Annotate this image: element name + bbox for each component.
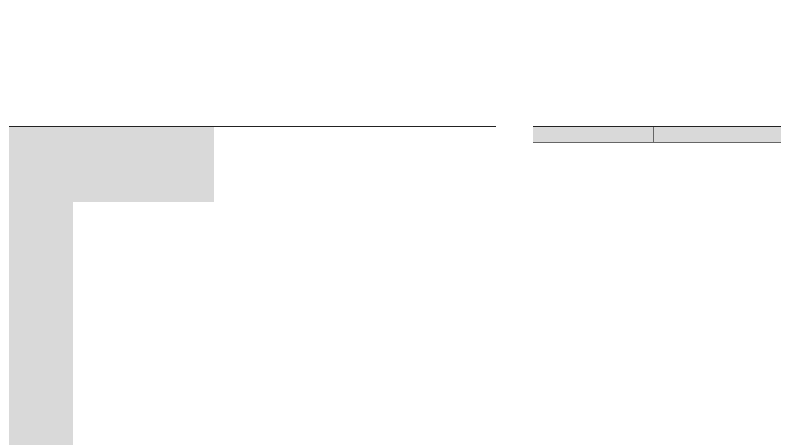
header-col-small (214, 127, 314, 202)
header-code (73, 127, 109, 202)
torque-col-thread (533, 127, 654, 142)
torque-col-value (654, 127, 781, 142)
header-thread (110, 127, 214, 202)
vacuum-port-table (9, 126, 496, 445)
torque-table (533, 126, 781, 143)
torque-header (533, 126, 781, 143)
group-background (9, 202, 73, 445)
header-col-large (402, 127, 496, 202)
header-col-medium (314, 127, 402, 202)
